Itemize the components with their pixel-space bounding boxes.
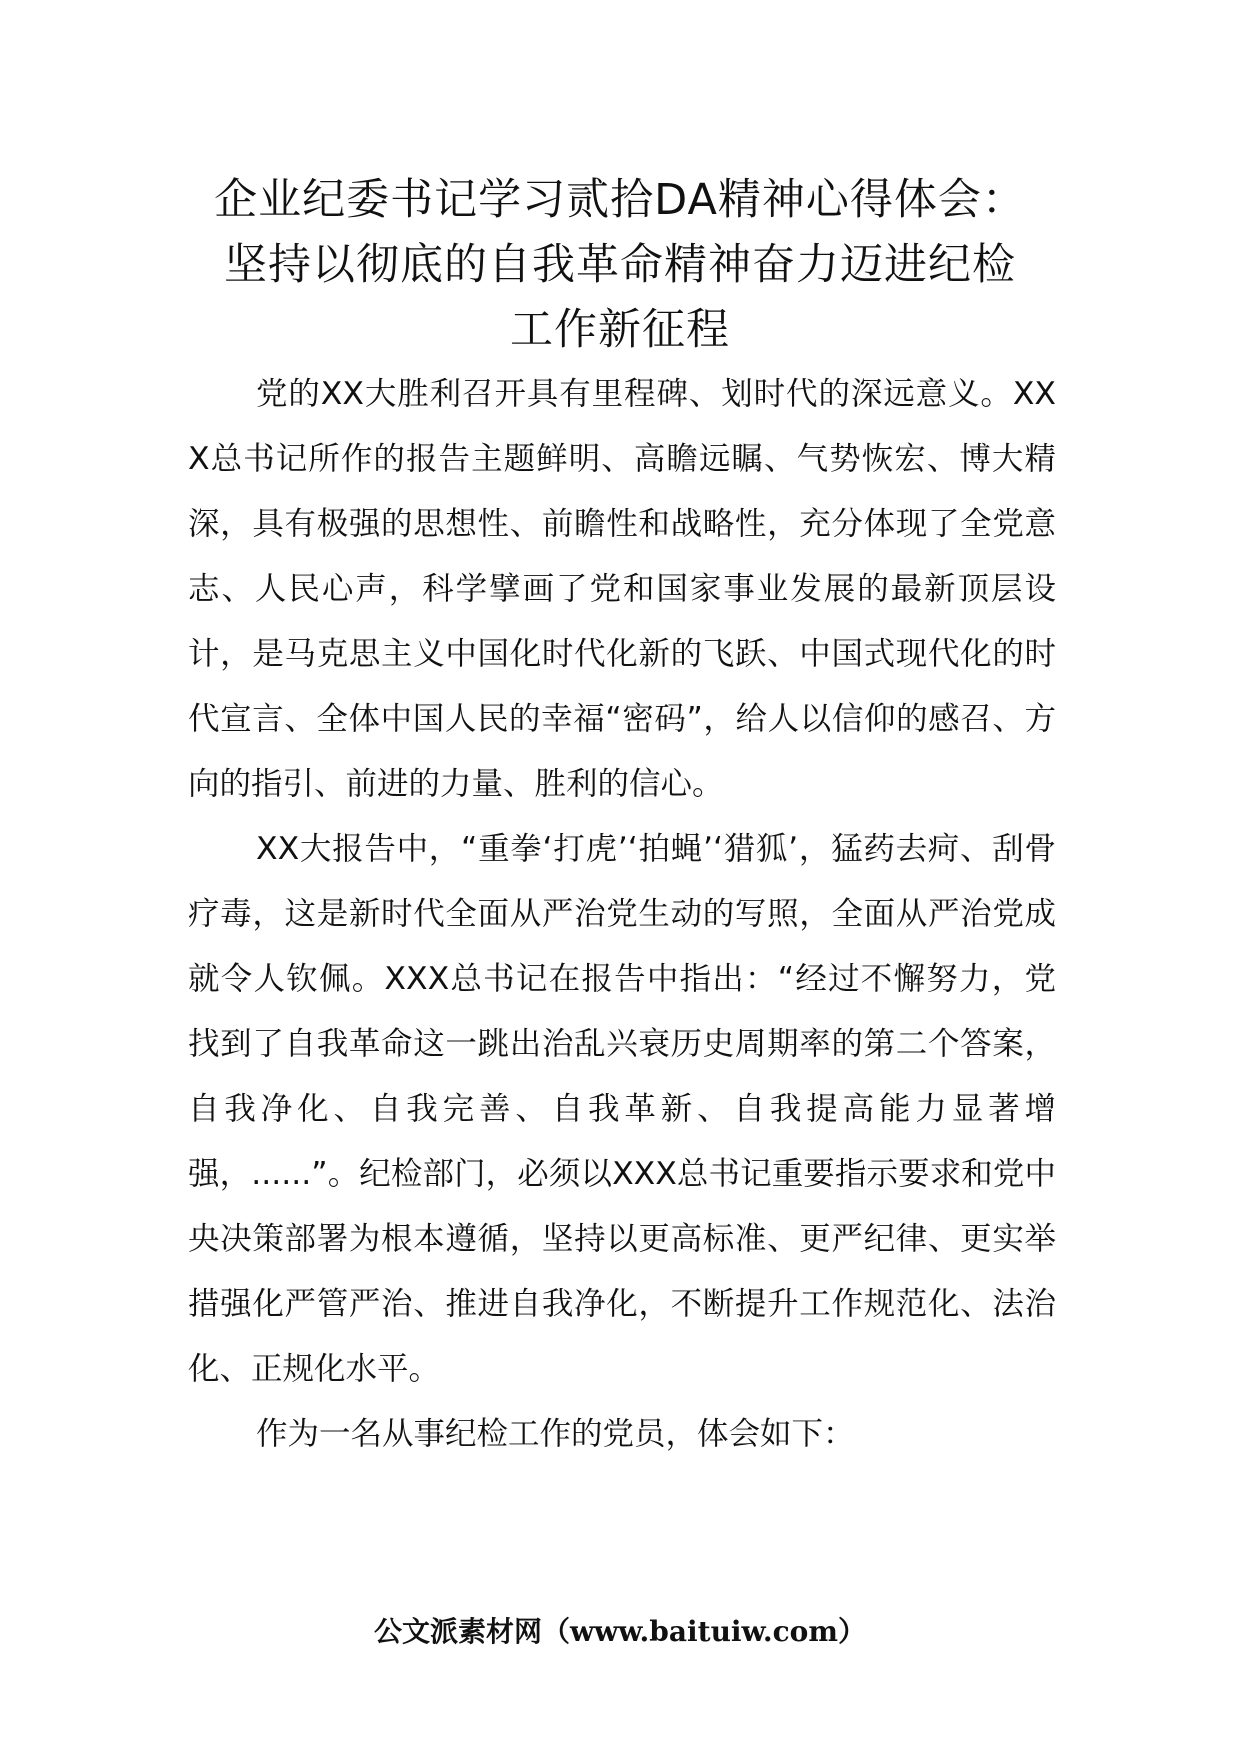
title-line-3: 工作新征程 [510, 305, 730, 355]
title-line-1: 企业纪委书记学习贰拾DA精神心得体会： [214, 175, 1026, 225]
paragraph-3: 作为一名从事纪检工作的党员，体会如下： [256, 1416, 855, 1452]
document-title [150, 168, 1090, 363]
document-body [188, 362, 1056, 1467]
paragraph-2: XX大报告中，“重拳‘打虎’‘拍蝇’‘猎狐’，猛药去疴、刮骨疗毒，这是新时代全面从严治党生动的写照，全面从严治党成就令人钦佩。XXX总书记在报告中指出：“经过不懈努力，党找到了自我革命这一跳出治乱兴衰历史周期率的第二个答案，自我净化、自我完善、自我革新、自我提高能力显著增强，......”。纪检部门，必须以XXX总书记重要指示要求和党中央决策部署为根本遵循，坚持以更高标准、更严纪律、更实举措强化严管严治、推进自我净化，不断提升工作规范化、法治化、正规化水平。 [188, 831, 1056, 1387]
paragraph-1: 党的XX大胜利召开具有里程碑、划时代的深远意义。XXX总书记所作的报告主题鲜明、高瞻远瞩、气势恢宏、博大精深，具有极强的思想性、前瞻性和战略性，充分体现了全党意志、人民心声，科学擘画了党和国家事业发展的最新顶层设计，是马克思主义中国化时代化新的飞跃、中国式现代化的时代宣言、全体中国人民的幸福“密码”，给人以信仰的感召、方向的指引、前进的力量、胜利的信心。 [188, 376, 1056, 802]
title-line-2: 坚持以彻底的自我革命精神奋力迈进纪检 [224, 240, 1016, 290]
footer-watermark: 公文派素材网（www.baituiw.com） [374, 1615, 866, 1648]
